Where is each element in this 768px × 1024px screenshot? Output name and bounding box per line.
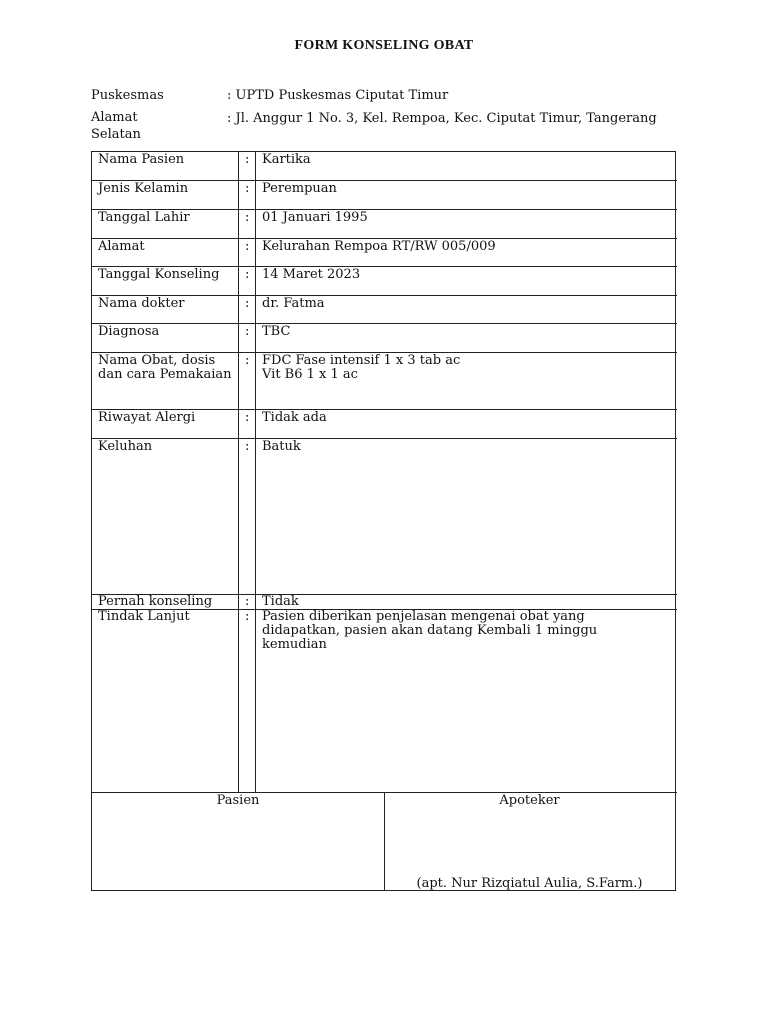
row-value: Kelurahan Rempoa RT/RW 005/009: [262, 239, 496, 254]
row-label: Jenis Kelamin: [98, 181, 189, 196]
row-colon: :: [238, 610, 256, 792]
row-value: Perempuan: [262, 181, 337, 196]
row-colon: :: [238, 296, 256, 323]
row-colon: :: [238, 439, 256, 594]
patient-info-table: [91, 151, 676, 891]
pharmacist-signature-label: Apoteker: [499, 793, 560, 808]
row-colon: :: [238, 324, 256, 352]
table-row: [92, 324, 677, 353]
row-colon: :: [238, 353, 256, 409]
row-value: dr. Fatma: [262, 296, 325, 311]
row-colon: :: [238, 210, 256, 238]
pharmacist-name: (apt. Nur Rizqiatul Aulia, S.Farm.): [416, 876, 643, 891]
alamat-label: Alamat Selatan: [91, 110, 141, 142]
table-row: [92, 239, 677, 267]
table-row: [92, 152, 677, 181]
puskesmas-value: : UPTD Puskesmas Ciputat Timur: [227, 88, 449, 103]
alamat-value: : Jl. Anggur 1 No. 3, Kel. Rempoa, Kec. Ciputat Timur, Tangerang: [227, 111, 657, 126]
table-row: [92, 595, 677, 610]
row-value: 14 Maret 2023: [262, 267, 361, 282]
row-colon: :: [238, 181, 256, 209]
row-label: Nama Obat, dosis dan cara Pemakaian: [98, 353, 232, 382]
row-value: 01 Januari 1995: [262, 210, 368, 225]
table-row: [92, 210, 677, 239]
row-colon: :: [238, 152, 256, 180]
row-value: Tidak: [262, 594, 299, 609]
patient-signature-label: Pasien: [216, 793, 260, 808]
row-label: Tanggal Konseling: [98, 267, 220, 282]
row-value: TBC: [262, 324, 291, 339]
row-label: Alamat: [98, 239, 145, 254]
row-label: Keluhan: [98, 439, 153, 454]
pharmacist-signature-cell: [384, 793, 675, 891]
row-value: FDC Fase intensif 1 x 3 tab ac Vit B6 1 x 1 ac: [262, 353, 461, 382]
patient-signature-cell: [92, 793, 385, 891]
table-row: [92, 267, 677, 296]
row-colon: :: [238, 410, 256, 438]
table-row: [92, 181, 677, 210]
row-colon: :: [238, 267, 256, 295]
row-value: Pasien diberikan penjelasan mengenai obat yang didapatkan, pasien akan datang Kembali 1 minggu kemudian: [262, 609, 598, 652]
row-value: Kartika: [262, 152, 311, 167]
form-title: FORM KONSELING OBAT: [294, 38, 474, 53]
row-label: Pernah konseling: [98, 594, 213, 609]
table-row: [92, 296, 677, 324]
row-label: Nama dokter: [98, 296, 185, 311]
row-label: Tanggal Lahir: [98, 210, 190, 225]
table-row: [92, 610, 677, 793]
table-row: [92, 353, 677, 410]
row-value: Tidak ada: [262, 410, 327, 425]
row-label: Riwayat Alergi: [98, 410, 196, 425]
row-colon: :: [238, 239, 256, 266]
table-row: [92, 439, 677, 595]
row-label: Tindak Lanjut: [98, 609, 190, 624]
row-colon: :: [238, 595, 256, 609]
row-value: Batuk: [262, 439, 301, 454]
row-label: Diagnosa: [98, 324, 160, 339]
row-label: Nama Pasien: [98, 152, 185, 167]
puskesmas-label: Puskesmas: [91, 88, 164, 103]
table-row: [92, 410, 677, 439]
signature-section: [92, 793, 677, 892]
